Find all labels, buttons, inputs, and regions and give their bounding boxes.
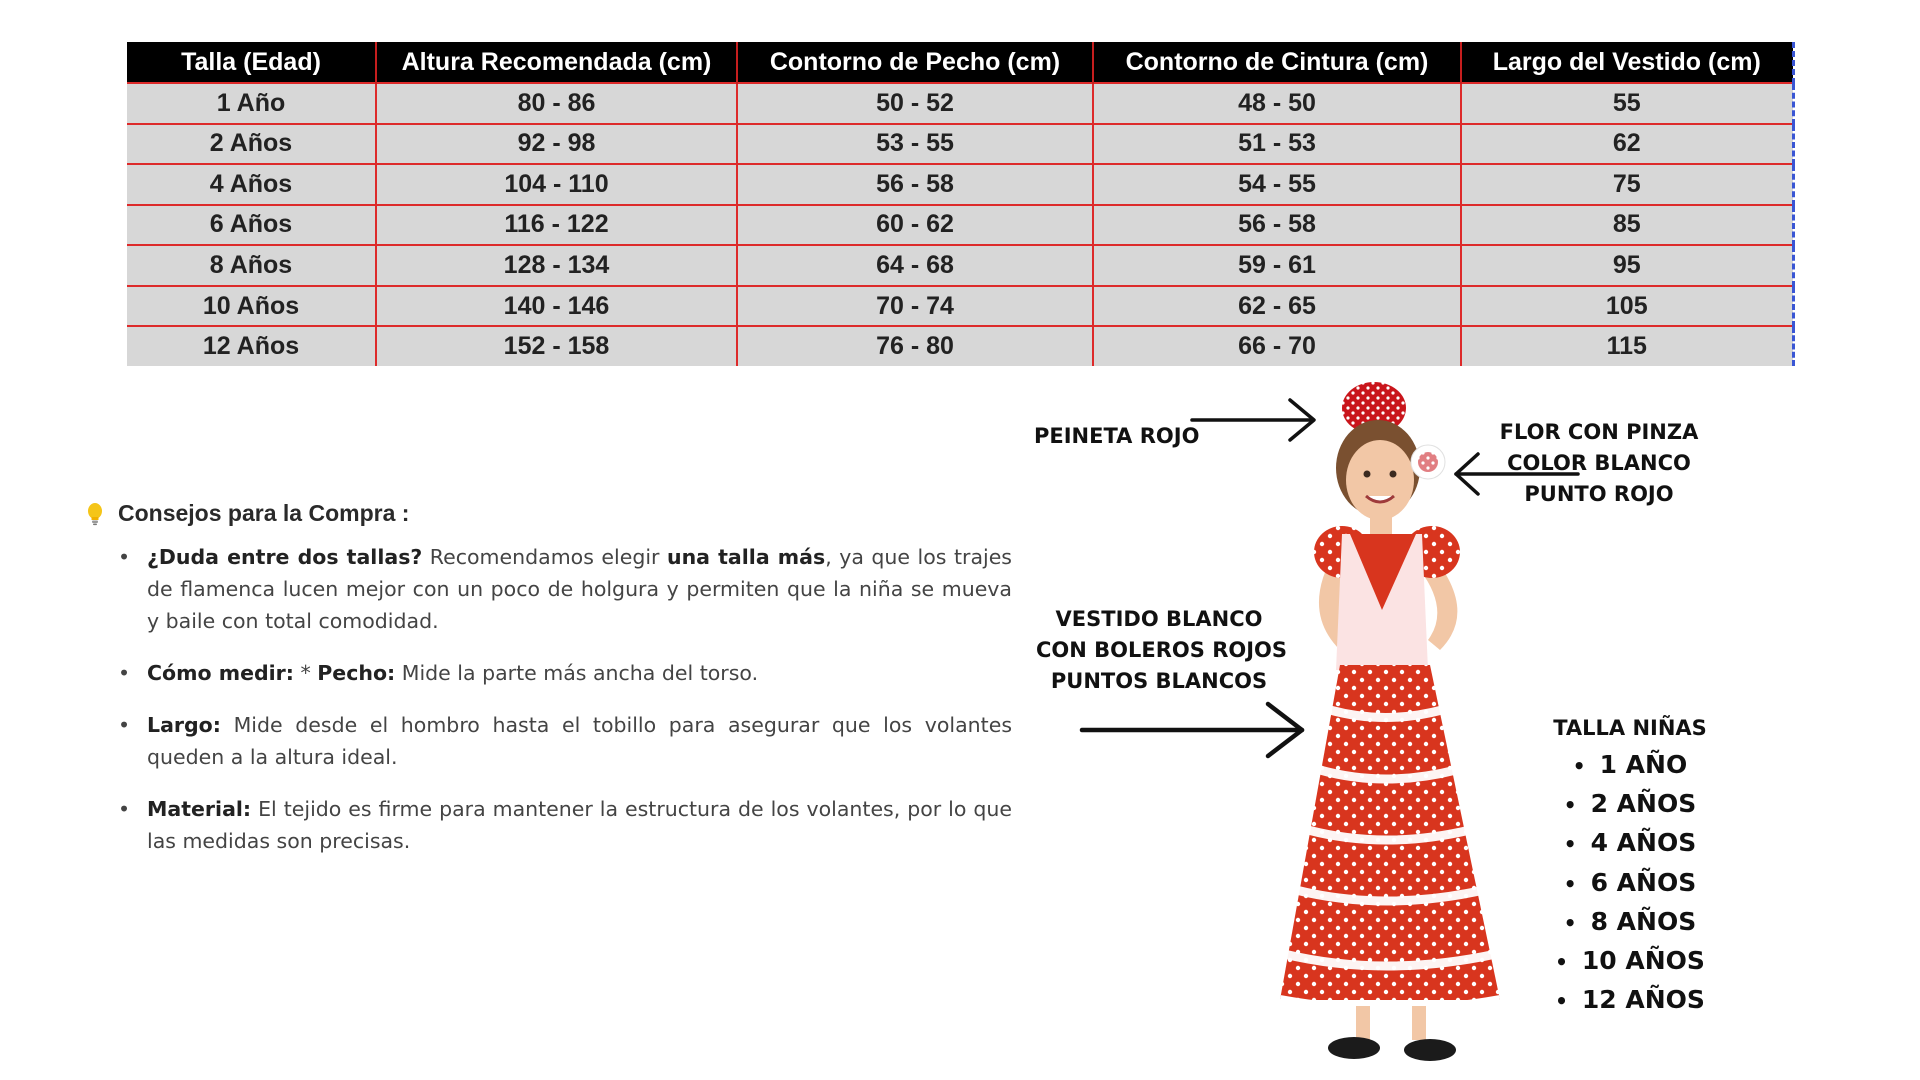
table-cell: 75 xyxy=(1461,164,1793,205)
girls-sizes-block xyxy=(1530,716,1730,1020)
tips-heading-text: Consejos para la Compra : xyxy=(118,500,410,526)
table-cell: 85 xyxy=(1461,205,1793,246)
annotation-vestido-line: CON BOLEROS ROJOS xyxy=(1036,638,1288,662)
arrow-vestido xyxy=(1082,704,1302,756)
table-cell: 54 - 55 xyxy=(1093,164,1461,205)
size-item: • 2 AÑOS xyxy=(1530,785,1730,824)
tip-text: Mide desde el hombro hasta el tobillo para asegurar que los volantes queden a la altura ideal. xyxy=(147,713,1012,769)
table-cell: 59 - 61 xyxy=(1093,245,1461,286)
table-cell: 12 Años xyxy=(127,326,376,366)
annotation-flor-line: PUNTO ROJO xyxy=(1524,482,1674,506)
tip-bold-text: ¿Duda entre dos tallas? xyxy=(147,545,423,569)
table-cell: 62 xyxy=(1461,124,1793,165)
table-cell: 2 Años xyxy=(127,124,376,165)
table-cell: 92 - 98 xyxy=(376,124,737,165)
table-cell: 1 Año xyxy=(127,83,376,124)
table-cell: 51 - 53 xyxy=(1093,124,1461,165)
annotation-flor xyxy=(1484,417,1714,510)
tip-bold-text: una talla más xyxy=(666,545,826,569)
tip-text: * xyxy=(293,661,318,685)
table-cell: 104 - 110 xyxy=(376,164,737,205)
table-cell: 116 - 122 xyxy=(376,205,737,246)
tip-bold-text: Cómo medir: xyxy=(147,661,294,685)
annotation-peineta-text: PEINETA ROJO xyxy=(1034,424,1200,448)
tip-bold-text: Material: xyxy=(147,797,252,821)
table-cell: 53 - 55 xyxy=(737,124,1093,165)
table-header-cell: Largo del Vestido (cm) xyxy=(1461,42,1793,83)
annotation-flor-line: COLOR BLANCO xyxy=(1507,451,1691,475)
table-cell: 4 Años xyxy=(127,164,376,205)
tip-bold-text: Pecho: xyxy=(317,661,396,685)
tip-text: Recomendamos elegir xyxy=(422,545,667,569)
table-cell: 10 Años xyxy=(127,286,376,327)
table-cell: 60 - 62 xyxy=(737,205,1093,246)
table-cell: 62 - 65 xyxy=(1093,286,1461,327)
table-cell: 95 xyxy=(1461,245,1793,286)
size-item: • 6 AÑOS xyxy=(1530,864,1730,903)
table-cell: 152 - 158 xyxy=(376,326,737,366)
table-cell: 64 - 68 xyxy=(737,245,1093,286)
table-cell: 56 - 58 xyxy=(737,164,1093,205)
size-item: • 1 AÑO xyxy=(1530,746,1730,785)
annotation-vestido xyxy=(1036,604,1288,697)
table-header-cell: Contorno de Pecho (cm) xyxy=(737,42,1093,83)
sizes-title: TALLA NIÑAS xyxy=(1553,716,1707,740)
table-header-cell: Altura Recomendada (cm) xyxy=(376,42,737,83)
size-item: • 12 AÑOS xyxy=(1530,981,1730,1020)
table-cell: 8 Años xyxy=(127,245,376,286)
tip-bold-text: Largo: xyxy=(147,713,221,737)
table-cell: 55 xyxy=(1461,83,1793,124)
table-cell: 76 - 80 xyxy=(737,326,1093,366)
size-item: • 10 AÑOS xyxy=(1530,942,1730,981)
size-item: • 4 AÑOS xyxy=(1530,824,1730,863)
tip-text: Mide la parte más ancha del torso. xyxy=(395,661,759,685)
table-header-cell: Talla (Edad) xyxy=(127,42,376,83)
table-cell: 105 xyxy=(1461,286,1793,327)
tip-text: El tejido es firme para mantener la estructura de los volantes, por lo que las medidas son precisas. xyxy=(147,797,1012,853)
table-cell: 70 - 74 xyxy=(737,286,1093,327)
tip-text: , ya que los trajes de flamenca lucen mejor con un poco de holgura y permiten que la niña se mueva y baile con total comodidad. xyxy=(147,545,1012,633)
size-item: • 8 AÑOS xyxy=(1530,903,1730,942)
table-cell: 115 xyxy=(1461,326,1793,366)
table-cell: 66 - 70 xyxy=(1093,326,1461,366)
table-cell: 56 - 58 xyxy=(1093,205,1461,246)
table-cell: 80 - 86 xyxy=(376,83,737,124)
table-header-cell: Contorno de Cintura (cm) xyxy=(1093,42,1461,83)
annotation-flor-line: FLOR CON PINZA xyxy=(1499,420,1699,444)
sizes-list xyxy=(1530,746,1730,1020)
table-cell: 6 Años xyxy=(127,205,376,246)
table-cell: 50 - 52 xyxy=(737,83,1093,124)
annotation-peineta xyxy=(1034,421,1199,452)
annotation-vestido-line: VESTIDO BLANCO xyxy=(1055,607,1263,631)
table-cell: 140 - 146 xyxy=(376,286,737,327)
table-cell: 128 - 134 xyxy=(376,245,737,286)
annotation-vestido-line: PUNTOS BLANCOS xyxy=(1050,669,1268,693)
table-cell: 48 - 50 xyxy=(1093,83,1461,124)
